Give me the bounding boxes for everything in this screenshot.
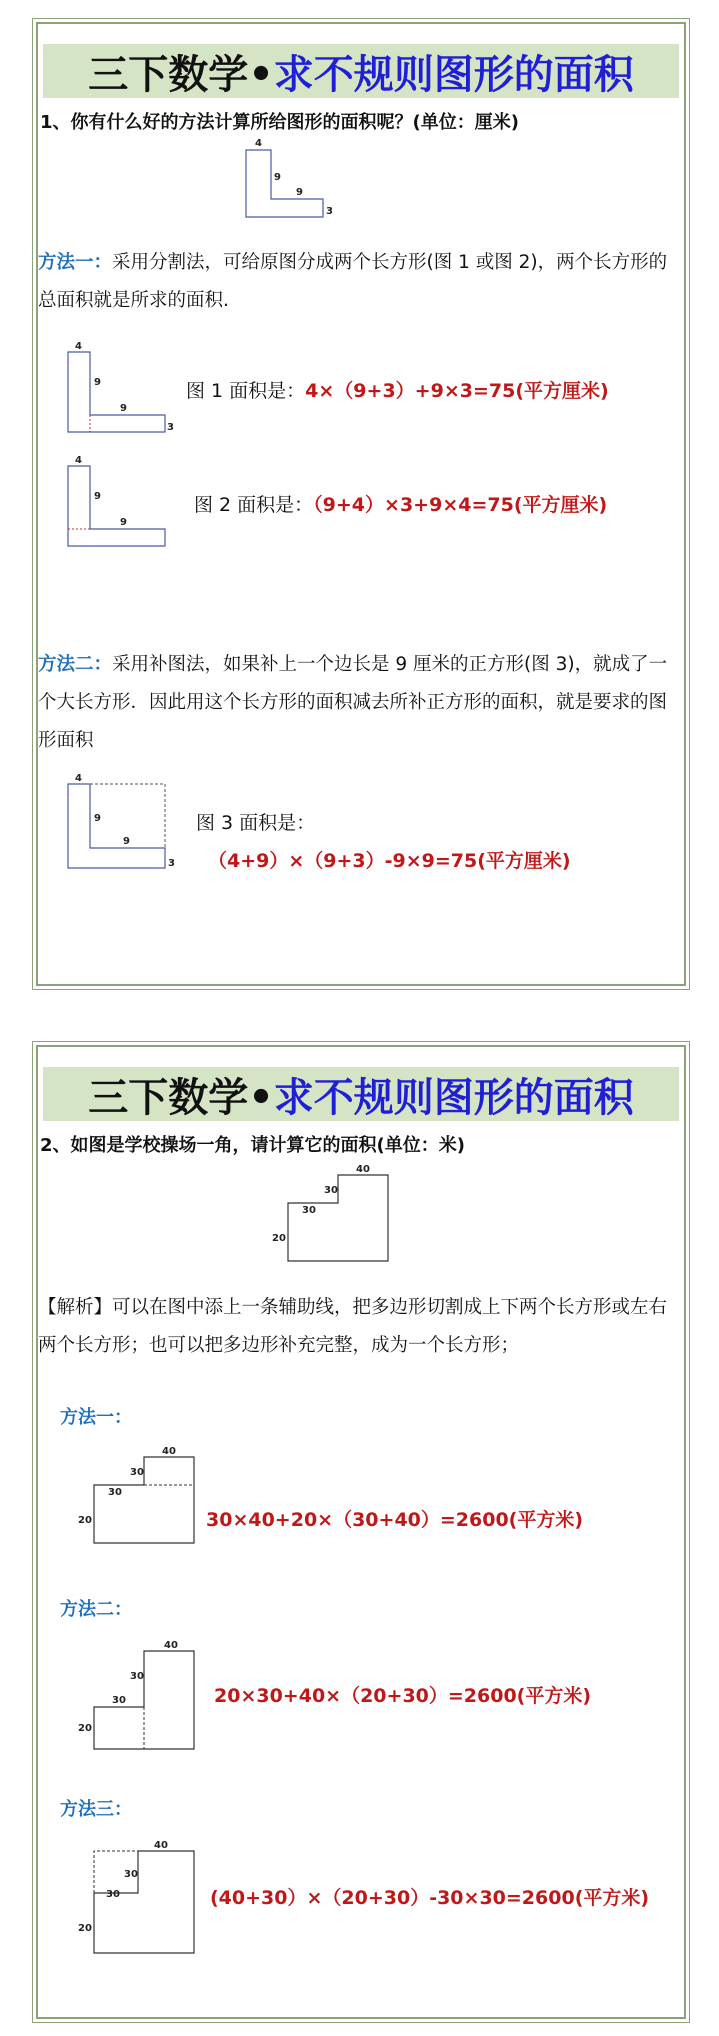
- fig2-outline: [68, 466, 165, 546]
- fig3-label-bottom: 9: [123, 836, 130, 847]
- fig3-formula: （4+9）×（9+3）-9×9=75(平方厘米): [208, 850, 571, 872]
- card-playground-area: [36, 1045, 686, 2019]
- banner-title: 求不规则图形的面积: [273, 1074, 634, 1121]
- method1-paragraph: [38, 244, 678, 320]
- method2-paragraph: [38, 646, 678, 760]
- banner-prefix: 三下数学•: [88, 51, 274, 98]
- l-shape-outline: [246, 150, 323, 217]
- banner-prefix: 三下数学•: [88, 1074, 274, 1121]
- fig2-label-left: 9: [94, 491, 101, 502]
- method2-figure: [72, 1637, 202, 1757]
- label-top: 4: [255, 138, 262, 149]
- m1-label-top: 40: [162, 1446, 176, 1457]
- m1-label-mid-v: 30: [130, 1467, 144, 1478]
- method3-outline: [94, 1851, 194, 1953]
- method3-formula: (40+30）×（20+30）-30×30=2600(平方米): [210, 1887, 650, 1909]
- method2-label: 方法二：: [38, 654, 113, 675]
- question-1: 1、你有什么好的方法计算所给图形的面积呢？(单位：厘米): [40, 112, 519, 133]
- fig2-label-bottom: 9: [120, 517, 127, 528]
- m3-label-top: 40: [154, 1840, 168, 1851]
- stepped-figure: [266, 1159, 396, 1269]
- m2-label-top: 40: [164, 1640, 178, 1651]
- m3-label-left: 20: [78, 1923, 92, 1934]
- m2-label-left: 20: [78, 1723, 92, 1734]
- label-left: 20: [272, 1233, 286, 1244]
- fig3-caption: 图 3 面积是：: [196, 812, 316, 834]
- fig1-label-bottom: 9: [120, 403, 127, 414]
- fig2-caption: 图 2 面积是：: [194, 494, 314, 516]
- fig1-outline: [68, 352, 165, 432]
- m3-label-mid-v: 30: [124, 1869, 138, 1880]
- label-mid-v: 30: [324, 1185, 338, 1196]
- fig2-figure: [60, 454, 170, 554]
- fig2-result: [194, 490, 607, 517]
- fig1-caption: 图 1 面积是：: [186, 380, 306, 402]
- label-right: 3: [326, 206, 333, 217]
- label-left: 9: [274, 172, 281, 183]
- method2-formula: 20×30+40×（20+30）=2600(平方米): [214, 1685, 592, 1707]
- fig3-figure: [60, 772, 176, 876]
- fig1-figure: [60, 340, 174, 440]
- banner: [43, 44, 679, 98]
- method1-text: 采用分割法，可给原图分成两个长方形(图 1 或图 2)，两个长方形的总面积就是所求的面积.: [38, 252, 668, 311]
- analysis-paragraph: 【解析】可以在图中添上一条辅助线，把多边形切割成上下两个长方形或左右两个长方形；也可以把多边形补充完整，成为一个长方形；: [38, 1297, 668, 1356]
- label-bottom: 9: [296, 187, 303, 198]
- fig3-label-left: 9: [94, 813, 101, 824]
- fig2-formula: （9+4）×3+9×4=75(平方厘米): [313, 494, 608, 516]
- stepped-outline: [288, 1175, 388, 1261]
- fig1-formula: 4×（9+3）+9×3=75(平方厘米): [305, 380, 609, 402]
- banner: [43, 1067, 679, 1121]
- m2-label-mid-h: 30: [112, 1695, 126, 1706]
- fig1-label-top: 4: [75, 341, 82, 352]
- method1-formula: 30×40+20×（30+40）=2600(平方米): [206, 1509, 584, 1531]
- fig3-label-right: 3: [168, 858, 175, 869]
- m1-label-mid-h: 30: [108, 1487, 122, 1498]
- label-mid-h: 30: [302, 1205, 316, 1216]
- method2-label: 方法二：: [60, 1599, 132, 1620]
- label-top: 40: [356, 1164, 370, 1175]
- method3-figure: [72, 1835, 202, 1965]
- m3-label-mid-h: 30: [106, 1889, 120, 1900]
- card-area-l-shape: [36, 22, 686, 986]
- method1-outline: [94, 1457, 194, 1543]
- l-shape-figure: [228, 132, 338, 232]
- banner-title: 求不规则图形的面积: [273, 51, 634, 98]
- method1-label: 方法一：: [38, 252, 113, 273]
- fig1-label-left: 9: [94, 377, 101, 388]
- fig1-result: [186, 376, 609, 403]
- fig3-outline: [68, 784, 165, 868]
- fig2-label-top: 4: [75, 455, 82, 466]
- question-2: 2、如图是学校操场一角，请计算它的面积(单位：米): [40, 1135, 465, 1156]
- m1-label-left: 20: [78, 1515, 92, 1526]
- fig3-label-top: 4: [75, 773, 82, 784]
- m2-label-mid-v: 30: [130, 1671, 144, 1682]
- method2-text: 采用补图法，如果补上一个边长是 9 厘米的正方形(图 3)，就成了一个大长方形．因此用这个长方形的面积减去所补正方形的面积，就是要求的图形面积: [38, 654, 668, 751]
- fig1-label-right: 3: [167, 422, 174, 433]
- method3-label: 方法三：: [60, 1799, 132, 1820]
- method1-figure: [72, 1441, 202, 1551]
- method1-label: 方法一：: [60, 1407, 132, 1428]
